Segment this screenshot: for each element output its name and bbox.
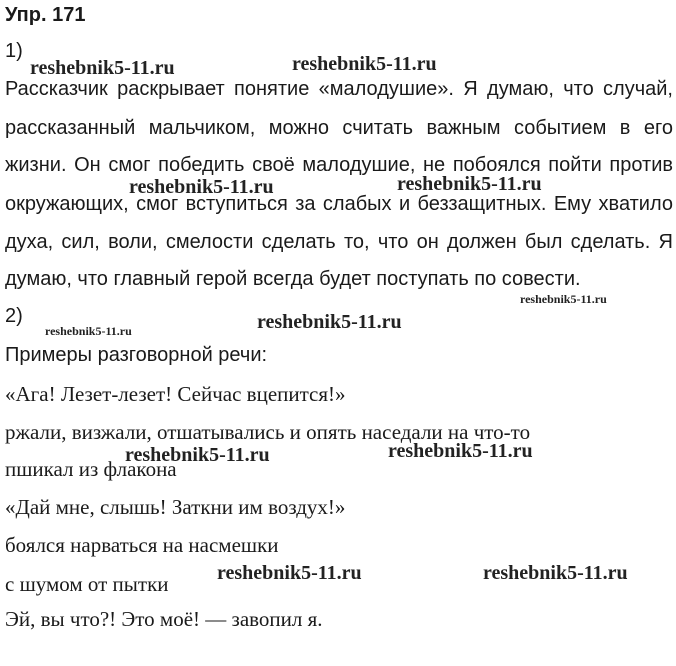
part1-number: 1) — [5, 40, 23, 62]
example-5: боялся нарваться на насмешки — [5, 533, 279, 557]
watermark: reshebnik5-11.ru — [483, 562, 628, 584]
watermark: reshebnik5-11.ru — [217, 562, 362, 584]
part2-heading: Примеры разговорной речи: — [5, 344, 268, 366]
exercise-title: Упр. 171 — [5, 4, 86, 26]
example-3: пшикал из флакона — [5, 457, 177, 481]
watermark: reshebnik5-11.ru — [257, 311, 402, 333]
example-6: с шумом от пытки — [5, 572, 169, 596]
watermark: reshebnik5-11.ru — [520, 292, 607, 306]
watermark: reshebnik5-11.ru — [129, 176, 274, 198]
watermark: reshebnik5-11.ru — [45, 324, 132, 338]
watermark: reshebnik5-11.ru — [292, 53, 437, 75]
watermark: reshebnik5-11.ru — [397, 173, 542, 195]
part1-line-6: думаю, что главный герой всегда будет поступать по совести. — [5, 268, 581, 290]
watermark: reshebnik5-11.ru — [30, 57, 175, 79]
example-4: «Дай мне, слышь! Заткни им воздух!» — [5, 495, 346, 519]
part1-line-5: духа, сил, воли, смелости сделать то, что он должен был сделать. Я — [5, 231, 673, 253]
part1-line-2: рассказанный мальчиком, можно считать важным событием в его — [5, 117, 673, 139]
example-1: «Ага! Лезет-лезет! Сейчас вцепится!» — [5, 382, 346, 406]
example-2: ржали, визжали, отшатывались и опять наседали на что-то — [5, 420, 531, 444]
part1-line-1: Рассказчик раскрывает понятие «малодушие». Я думаю, что случай, — [5, 78, 673, 100]
example-7: Эй, вы что?! Это моё! — завопил я. — [5, 607, 323, 631]
part1-line-3: жизни. Он смог победить своё малодушие, не побоялся пойти против — [5, 154, 673, 176]
watermark: reshebnik5-11.ru — [125, 444, 270, 466]
part1-line-4: окружающих, смог вступиться за слабых и беззащитных. Ему хватило — [5, 193, 673, 215]
part2-number: 2) — [5, 305, 23, 327]
watermark: reshebnik5-11.ru — [388, 440, 533, 462]
